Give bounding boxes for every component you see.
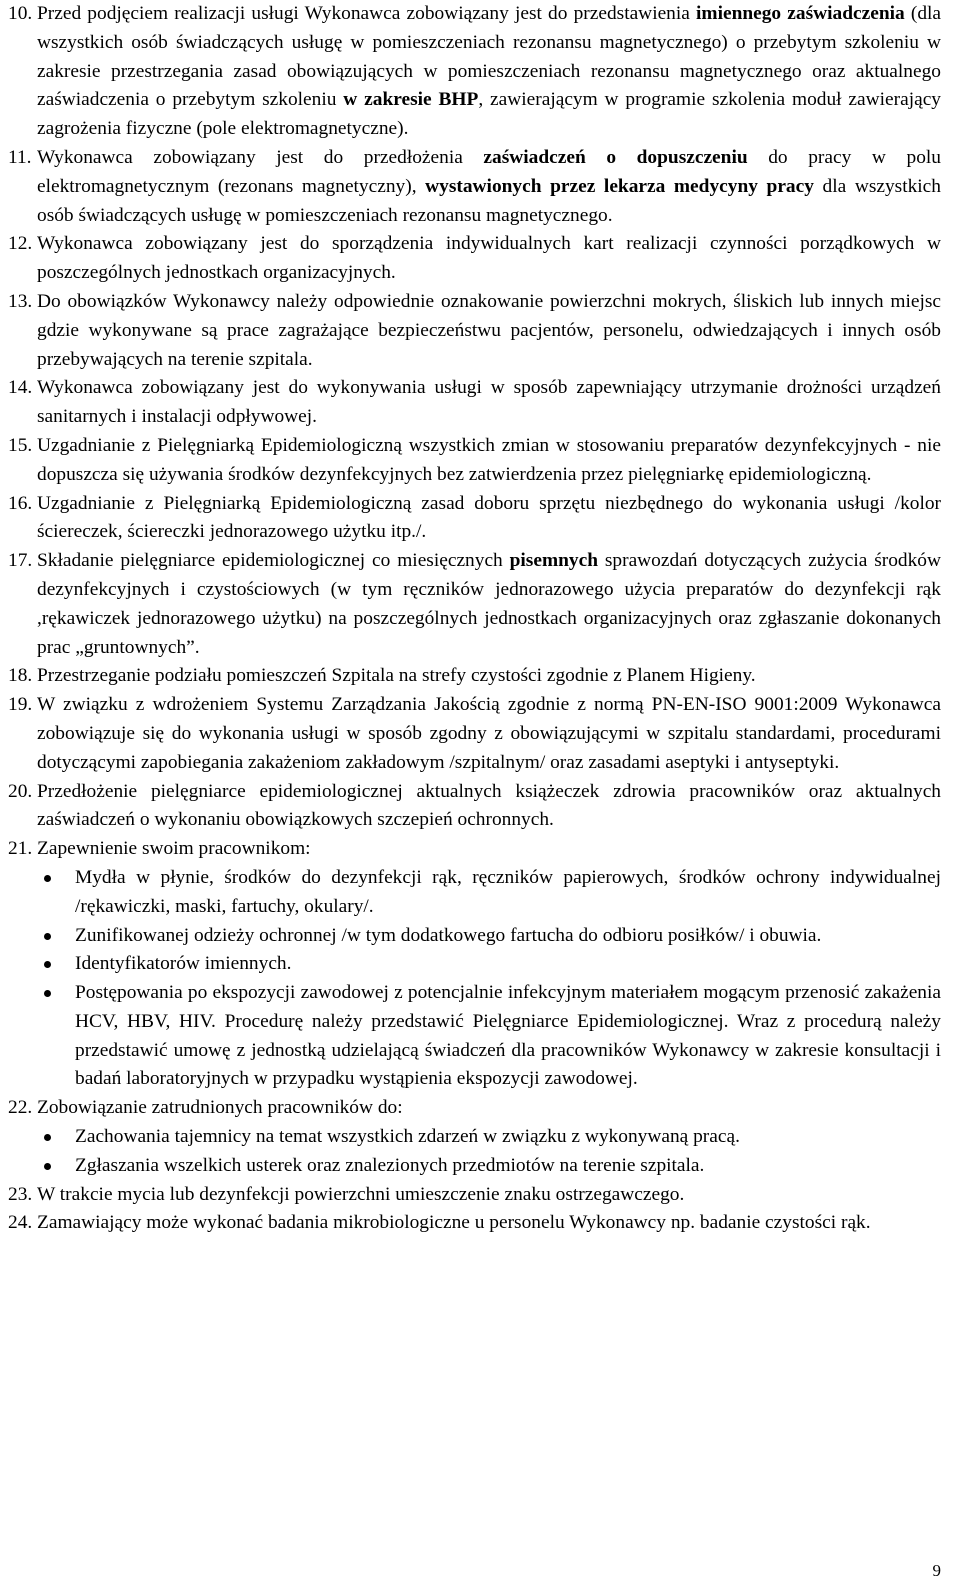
bullet-item: Zunifikowanej odzieży ochronnej /w tym dodatkowego fartucha do odbioru posiłków/ i obuwia.: [37, 922, 941, 951]
list-item: [8, 691, 941, 777]
item-number: 11.: [8, 146, 32, 168]
list-item: [8, 374, 941, 432]
list-item: [8, 230, 941, 288]
item-text: [37, 288, 941, 374]
list-item: [8, 288, 941, 374]
item-number: 14.: [8, 377, 33, 399]
item-text: [37, 1094, 941, 1123]
list-item: [8, 0, 941, 144]
bold-text: zaświadczeń o dopuszczeniu: [483, 146, 748, 168]
item-number: 19.: [8, 694, 33, 716]
list-item: [8, 490, 941, 548]
bold-text: w zakresie BHP: [343, 89, 479, 111]
text-run: Wykonawca zobowiązany jest do wykonywania usługi w sposób zapewniający utrzymanie drożności urządzeń sanitarnych i instalacji odpływowej.: [37, 377, 941, 428]
item-text: [37, 1209, 941, 1238]
text-run: Przestrzeganie podziału pomieszczeń Szpitala na strefy czystości zgodnie z Planem Higieny.: [37, 665, 756, 687]
bullet-item: Zachowania tajemnicy na temat wszystkich zdarzeń w związku z wykonywaną pracą.: [37, 1123, 941, 1152]
text-run: Wykonawca zobowiązany jest do przedłożenia: [37, 146, 484, 168]
text-run: Zobowiązanie zatrudnionych pracowników do:: [37, 1097, 403, 1119]
list-item: [8, 662, 941, 691]
bold-text: wystawionych przez lekarza medycyny pracy: [425, 175, 814, 197]
item-number: 24.: [8, 1212, 33, 1234]
bullet-item: Zgłaszania wszelkich usterek oraz znalezionych przedmiotów na terenie szpitala.: [37, 1152, 941, 1181]
list-item: [8, 144, 941, 230]
text-run: Przed podjęciem realizacji usługi Wykonawca zobowiązany jest do przedstawienia: [37, 3, 697, 24]
text-run: Uzgadnianie z Pielęgniarką Epidemiologiczną zasad doboru sprzętu niezbędnego do wykonania usługi /kolor ściereczek, ściereczki jednorazowego użytku itp./.: [37, 492, 941, 543]
text-run: W związku z wdrożeniem Systemu Zarządzania Jakością zgodnie z normą PN-EN-ISO 9001:2009 Wykonawca zobowiązuje się do wykonania usługi w sposób zgodny z obowiązującymi w szpitalu standardami, procedurami dotyczącymi zapobiegania zakażeniom zakładowym /szpitalnym/ oraz zasadami aseptyki i antyseptyki.: [37, 694, 941, 773]
text-run: do pracy w polu elektromagnetycznym (rezonans magnetyczny),: [37, 146, 941, 197]
numbered-list: [8, 0, 941, 1238]
item-number: 10.: [8, 3, 33, 24]
list-item: [8, 1094, 941, 1180]
list-item: [8, 432, 941, 490]
bold-text: pisemnych: [509, 550, 598, 572]
text-run: Zapewnienie swoim pracownikom:: [37, 838, 311, 860]
bullet-item: Postępowania po ekspozycji zawodowej z potencjalnie infekcyjnym materiałem mogącym przenosić zakażenia HCV, HBV, HIV. Procedurę należy przedstawić Pielęgniarce Epidemiologicznej. Wraz z procedurą należy przedstawić umowę z jednostką udzielającą świadczeń dla pracowników Wykonawcy w zakresie konsultacji i badań laboratoryjnych w przypadku wystąpienia ekspozycji zawodowej.: [37, 979, 941, 1094]
item-number: 23.: [8, 1183, 33, 1205]
item-number: 13.: [8, 290, 33, 312]
item-number: 16.: [8, 492, 33, 514]
list-item: [8, 1209, 941, 1238]
text-run: Wykonawca zobowiązany jest do sporządzenia indywidualnych kart realizacji czynności porządkowych w poszczególnych jednostkach organizacyjnych.: [37, 233, 941, 284]
bullet-list: [37, 1123, 941, 1181]
item-text: [37, 374, 941, 432]
item-number: 15.: [8, 434, 33, 456]
list-item: [8, 778, 941, 836]
page-number: 9: [932, 1561, 941, 1580]
text-run: Zamawiający może wykonać badania mikrobiologiczne u personelu Wykonawcy np. badanie czystości rąk.: [37, 1212, 871, 1234]
item-text: [37, 547, 941, 662]
text-run: W trakcie mycia lub dezynfekcji powierzchni umieszczenie znaku ostrzegawczego.: [37, 1183, 685, 1205]
text-run: Uzgadnianie z Pielęgniarką Epidemiologiczną wszystkich zmian w stosowaniu preparatów dezynfekcyjnych - nie dopuszcza się używania środków dezynfekcyjnych bez zatwierdzenia przez pielęgniarkę epidemiologiczną.: [37, 434, 941, 485]
text-run: Składanie pielęgniarce epidemiologicznej co miesięcznych: [37, 550, 510, 572]
bullet-item: Identyfikatorów imiennych.: [37, 950, 941, 979]
item-text: [37, 691, 941, 777]
item-number: 18.: [8, 665, 33, 687]
item-number: 21.: [8, 838, 33, 860]
item-text: [37, 230, 941, 288]
text-run: , zawierającym w programie szkolenia moduł zawierający zagrożenia fizyczne (pole elektromagnetyczne).: [37, 89, 941, 140]
item-number: 17.: [8, 550, 33, 572]
item-text: [37, 778, 941, 836]
list-item: [8, 1181, 941, 1210]
item-number: 22.: [8, 1097, 33, 1119]
item-text: [37, 835, 941, 864]
text-run: Przedłożenie pielęgniarce epidemiologicznej aktualnych książeczek zdrowia pracowników oraz aktualnych zaświadczeń o wykonaniu obowiązkowych szczepień ochronnych.: [37, 780, 941, 831]
item-text: [37, 0, 941, 144]
item-text: [37, 432, 941, 490]
text-run: (dla wszystkich osób świadczących usługę w pomieszczeniach rezonansu magnetycznego) o przebytym szkoleniu w zakresie przestrzegania zasad obowiązujących w pomieszczeniach rezonansu magnetycznego oraz aktualnego zaświadczenia o przebytym szkoleniu: [37, 3, 942, 111]
item-text: [37, 1181, 941, 1210]
item-text: [37, 662, 941, 691]
list-item: [8, 835, 941, 1094]
bullet-item: Mydła w płynie, środków do dezynfekcji rąk, ręczników papierowych, środków ochrony indywidualnej /rękawiczki, maski, fartuchy, okulary/.: [37, 864, 941, 922]
list-item: [8, 547, 941, 662]
item-text: [37, 144, 941, 230]
text-run: dla wszystkich osób świadczących usługę w pomieszczeniach rezonansu magnetycznego.: [37, 175, 941, 226]
text-run: Do obowiązków Wykonawcy należy odpowiednie oznakowanie powierzchni mokrych, śliskich lub innych miejsc gdzie wykonywane są prace zagrażające bezpieczeństwu pacjentów, personelu, odwiedzających i innych osób przebywających na terenie szpitala.: [37, 290, 941, 370]
bullet-list: [37, 864, 941, 1094]
item-number: 20.: [8, 780, 33, 802]
item-number: 12.: [8, 233, 33, 255]
text-run: sprawozdań dotyczących zużycia środków dezynfekcyjnych i czystościowych (w tym ręczników jednorazowego użycia preparatów do dezynfekcji rąk ,rękawiczek jednorazowego użytku) na poszczególnych jednostkach organizacyjnych oraz zgłaszanie dokonanych prac „gruntownych”.: [37, 550, 941, 658]
item-text: [37, 490, 941, 548]
bold-text: imiennego zaświadczenia: [696, 3, 905, 24]
